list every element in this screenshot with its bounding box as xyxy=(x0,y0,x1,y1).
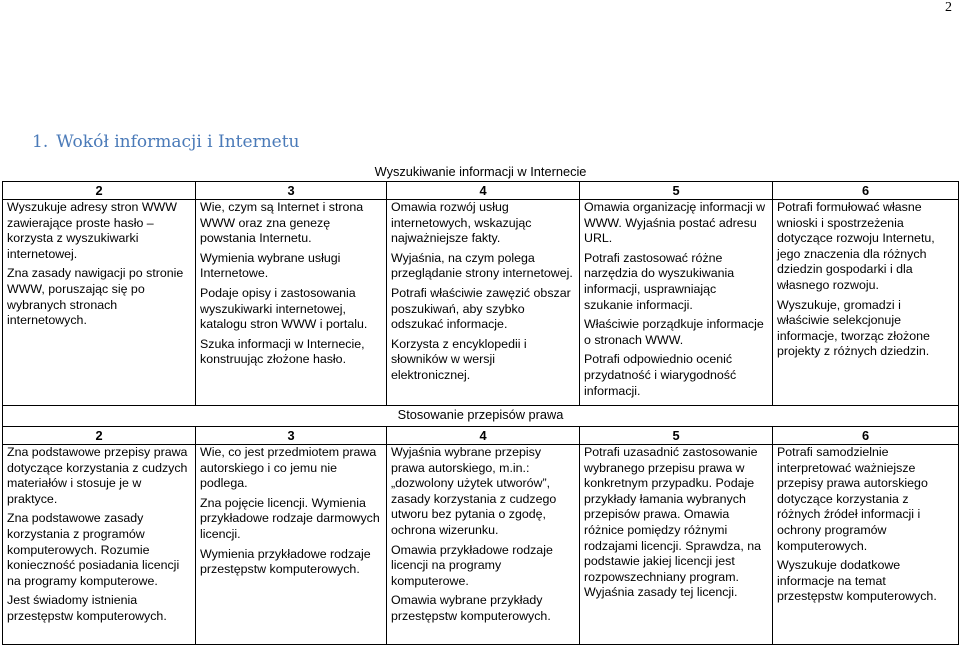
requirement-text: Potrafi właściwie zawęzić obszar poszukiwań, aby szybko odszukać informacje. xyxy=(391,285,571,332)
table1-cell-grade-5 xyxy=(580,200,773,406)
requirement-text: Korzysta z encyklopedii i słowników w wersji elektronicznej. xyxy=(391,336,527,382)
column-header: 4 xyxy=(387,182,580,200)
requirement-text: Zna zasady nawigacji po stronie WWW, poruszając się po wybranych stronach internetowych. xyxy=(7,266,184,328)
requirement-text: Omawia rozwój usług internetowych, wskazując najważniejsze fakty. xyxy=(391,200,532,246)
requirement-text: Wyszukuje adresy stron WWW zawierające proste hasło – korzysta z wyszukiwarki internetowej. xyxy=(7,200,177,261)
requirement-text: Zna podstawowe przepisy prawa dotyczące korzystania z cudzych materiałów i stosuje je w praktyce. xyxy=(7,445,188,506)
table2-title xyxy=(3,406,959,427)
column-header: 6 xyxy=(773,427,959,445)
requirements-table xyxy=(2,163,959,645)
table2-cell-grade-5 xyxy=(580,445,773,645)
table1-cell-grade-6 xyxy=(773,200,959,406)
requirement-text: Wyjaśnia wybrane przepisy prawa autorskiego, m.in.: „dozwolony użytek utworów”, zasady korzystania z cudzego utworu bez pytania o zgodę, ochrona wizerunku. xyxy=(391,445,557,537)
requirement-text: Wymienia przykładowe rodzaje przestępstw komputerowych. xyxy=(200,546,371,577)
column-header: 5 xyxy=(580,427,773,445)
table2-cell-grade-2 xyxy=(3,445,196,645)
table2-cell-grade-4 xyxy=(387,445,580,645)
requirement-text: Właściwie porządkuje informacje o stronach WWW. xyxy=(584,317,764,347)
table2-content-row xyxy=(3,445,959,645)
requirement-text: Wie, czym są Internet i strona WWW oraz zna genezę powstania Internetu. xyxy=(200,200,364,246)
table1-title: Wyszukiwanie informacji w Internecie xyxy=(3,163,959,182)
table2-title-text: Stosowanie przepisów prawa xyxy=(397,407,564,422)
table2-cell-grade-6 xyxy=(773,445,959,645)
table1-header-row xyxy=(3,182,959,200)
requirement-text: Omawia wybrane przykłady przestępstw komputerowych. xyxy=(391,593,551,623)
section-title: Wokół informacji i Internetu xyxy=(56,132,300,152)
requirement-text: Potrafi formułować własne wnioski i spostrzeżenia dotyczące rozwoju Internetu, jego znaczenia dla różnych dziedzin gospodarki i dla własnego rozwoju. xyxy=(777,200,935,292)
column-header: 3 xyxy=(196,182,387,200)
requirement-text: Zna pojęcie licencji. Wymienia przykładowe rodzaje darmowych licencji. xyxy=(200,495,380,541)
requirement-text: Omawia organizację informacji w WWW. Wyjaśnia postać adresu URL. xyxy=(584,200,766,246)
column-header: 2 xyxy=(3,182,196,200)
table1-content-row xyxy=(3,200,959,406)
column-header: 2 xyxy=(3,427,196,445)
table2-title-row xyxy=(3,406,959,427)
column-header: 3 xyxy=(196,427,387,445)
table1-cell-grade-2 xyxy=(3,200,196,406)
requirement-text: Wie, co jest przedmiotem prawa autorskiego i co jemu nie podlega. xyxy=(200,445,377,491)
table1-title-row xyxy=(3,163,959,182)
section-heading xyxy=(32,132,299,152)
column-header: 5 xyxy=(580,182,773,200)
requirement-text: Wyszukuje, gromadzi i właściwie selekcjonuje informacje, tworząc złożone projekty z różnych dziedzin. xyxy=(777,297,930,359)
column-header: 6 xyxy=(773,182,959,200)
requirement-text: Wyszukuje dodatkowe informacje na temat przestępstw komputerowych. xyxy=(777,558,937,604)
requirement-text: Omawia przykładowe rodzaje licencji na programy komputerowe. xyxy=(391,542,553,588)
requirement-text: Wyjaśnia, na czym polega przeglądanie strony internetowej. xyxy=(391,250,573,281)
requirement-text: Potrafi odpowiednio ocenić przydatność i wiarygodność informacji. xyxy=(584,352,737,398)
table2-header-row xyxy=(3,427,959,445)
table2-cell-grade-3 xyxy=(196,445,387,645)
section-number: 1. xyxy=(32,132,49,152)
requirement-text: Zna podstawowe zasady korzystania z programów komputerowych. Rozumie konieczność posiadania licencji na programy komputerowe. xyxy=(7,511,180,588)
requirement-text: Wymienia wybrane usługi Internetowe. xyxy=(200,250,341,281)
requirement-text: Potrafi samodzielnie interpretować ważniejsze przepisy prawa autorskiego dotyczące korzystania z różnych źródeł informacji i ochrony programów komputerowych. xyxy=(777,445,928,553)
table1-cell-grade-3 xyxy=(196,200,387,406)
page-number: 2 xyxy=(945,0,952,15)
requirement-text: Potrafi uzasadnić zastosowanie wybranego przepisu prawa w konkretnym przypadku. Podaje przykłady łamania wybranych przepisów prawa. Omawia różnice pomiędzy różnymi rodzajami licencji. Sprawdza, na podstawie jakiej licencji jest rozpowszechniany program. Wyjaśnia zasady tej licencji. xyxy=(584,445,761,600)
requirement-text: Podaje opisy i zastosowania wyszukiwarki internetowej, katalogu stron WWW i portalu. xyxy=(200,285,368,332)
requirement-text: Szuka informacji w Internecie, konstruując złożone hasło. xyxy=(200,336,365,367)
requirement-text: Potrafi zastosować różne narzędzia do wyszukiwania informacji, usprawniając szukanie informacji. xyxy=(584,250,735,312)
column-header: 4 xyxy=(387,427,580,445)
table1-cell-grade-4 xyxy=(387,200,580,406)
requirement-text: Jest świadomy istnienia przestępstw komputerowych. xyxy=(7,593,167,623)
